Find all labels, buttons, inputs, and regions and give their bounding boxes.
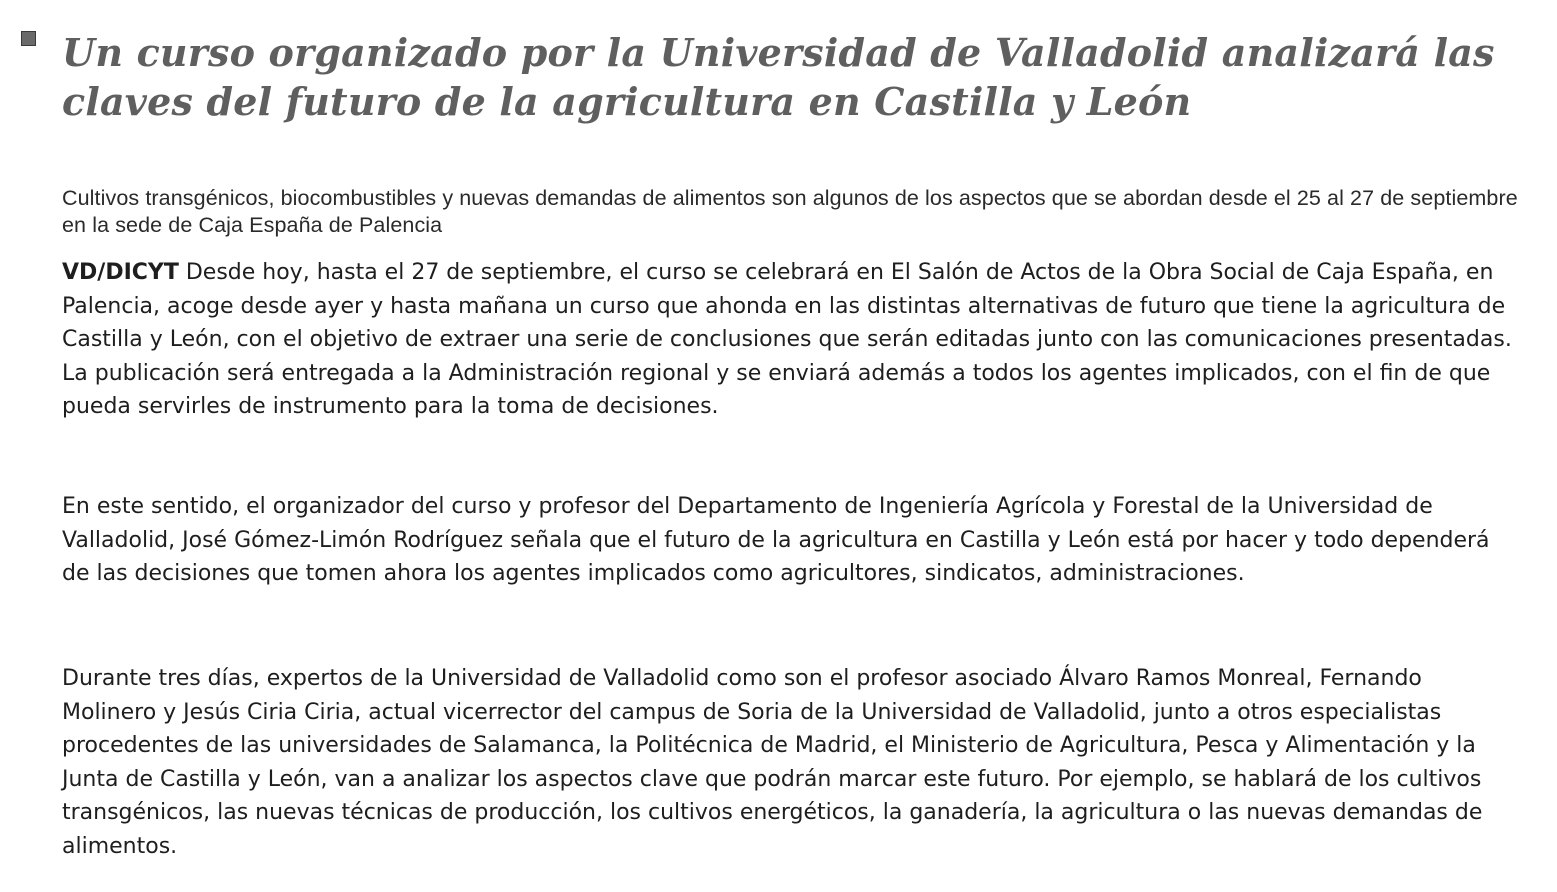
article-paragraph-1: [62, 256, 1522, 424]
paragraph-1-text: Desde hoy, hasta el 27 de septiembre, el curso se celebrará en El Salón de Actos de la Obra Social de Caja España, en Palencia, acoge desde ayer y hasta mañana un curso que ahonda en las distintas alternativas de futuro que tiene la agricultura de Castilla y León, con el objetivo de extraer una serie de conclusiones que serán editadas junto con las comunicaciones presentadas. La publicación será entregada a la Administración regional y se enviará además a todos los agentes implicados, con el fin de que pueda servirles de instrumento para la toma de decisiones.: [62, 260, 1512, 419]
square-bullet-icon: [21, 31, 36, 46]
article-subtitle: Cultivos transgénicos, biocombustibles y nuevas demandas de alimentos son algunos de los aspectos que se abordan desde el 25 al 27 de septiembre en la sede de Caja España de Palencia: [62, 186, 1518, 237]
dateline: VD/DICYT: [62, 260, 179, 285]
article-headline: Un curso organizado por la Universidad de Valladolid analizará las claves del futuro de la agricultura en Castilla y León: [62, 30, 1495, 124]
article-paragraph-3: Durante tres días, expertos de la Universidad de Valladolid como son el profesor asociado Álvaro Ramos Monreal, Fernando Molinero y Jesús Ciria Ciria, actual vicerrector del campus de Soria de la Universidad de Valladolid, junto a otros especialistas procedentes de las universidades de Salamanca, la Politécnica de Madrid, el Ministerio de Agricultura, Pesca y Alimentación y la Junta de Castilla y León, van a analizar los aspectos clave que podrán marcar este futuro. Por ejemplo, se hablará de los cultivos transgénicos, las nuevas técnicas de producción, los cultivos energéticos, la ganadería, la agricultura o las nuevas demandas de alimentos.: [62, 666, 1483, 859]
article-paragraph-2: En este sentido, el organizador del curso y profesor del Departamento de Ingeniería Agrícola y Forestal de la Universidad de Valladolid, José Gómez-Limón Rodríguez señala que el futuro de la agricultura en Castilla y León está por hacer y todo dependerá de las decisiones que tomen ahora los agentes implicados como agricultores, sindicatos, administraciones.: [62, 494, 1490, 586]
